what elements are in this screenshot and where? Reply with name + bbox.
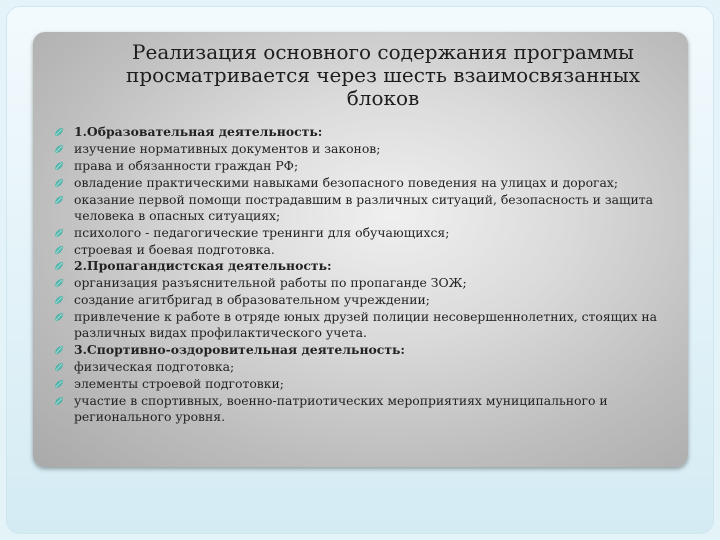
leaf-bullet-icon bbox=[54, 178, 64, 188]
list-item-text: права и обязанности граждан РФ; bbox=[74, 157, 299, 173]
leaf-bullet-icon bbox=[54, 362, 64, 372]
list-item bbox=[54, 393, 682, 424]
list-item-text: элементы строевой подготовки; bbox=[74, 375, 284, 391]
leaf-bullet-icon bbox=[54, 127, 64, 137]
list-item bbox=[54, 258, 682, 274]
list-item-text: привлечение к работе в отряде юных друзей полиции несовершеннолетних, стоящих на различных видах профилактического учета. bbox=[74, 309, 658, 341]
list-item-text: создание агитбригад в образовательном учреждении; bbox=[74, 292, 430, 308]
list-item-text: изучение нормативных документов и законов; bbox=[74, 140, 381, 156]
list-item bbox=[54, 359, 682, 375]
list-item bbox=[54, 141, 682, 157]
slide-title: Реализация основного содержания программы просматривается через шесть взаимосвязанных блоков bbox=[125, 40, 640, 110]
list-item-text: организация разъяснительной работы по пропаганде ЗОЖ; bbox=[74, 275, 467, 291]
leaf-bullet-icon bbox=[54, 195, 64, 205]
list-item-text: физическая подготовка; bbox=[74, 359, 235, 374]
leaf-bullet-icon bbox=[54, 379, 64, 389]
list-item bbox=[54, 158, 682, 174]
list-item bbox=[54, 275, 682, 291]
list-item bbox=[54, 309, 682, 340]
list-item bbox=[54, 292, 682, 308]
list-item bbox=[54, 242, 682, 258]
list-item bbox=[54, 192, 682, 223]
list-item-text: психолого - педагогические тренинги для обучающихся; bbox=[74, 224, 450, 240]
leaf-bullet-icon bbox=[54, 261, 64, 271]
list-item bbox=[54, 175, 682, 191]
list-item-text: участие в спортивных, военно-патриотических мероприятиях муниципального и регионального уровня. bbox=[74, 392, 608, 424]
list-item-text: овладение практическими навыками безопасного поведения на улицах и дорогах; bbox=[74, 174, 619, 190]
list-item bbox=[54, 225, 682, 241]
list-item-text: оказание первой помощи пострадавшим в различных ситуаций, безопасность и защита человека в опасных ситуациях; bbox=[74, 191, 653, 223]
leaf-bullet-icon bbox=[54, 278, 64, 288]
list-item bbox=[54, 342, 682, 358]
leaf-bullet-icon bbox=[54, 144, 64, 154]
leaf-bullet-icon bbox=[54, 161, 64, 171]
list-item-text: 1.Образовательная деятельность: bbox=[74, 124, 323, 139]
list-item bbox=[54, 124, 682, 140]
leaf-bullet-icon bbox=[54, 345, 64, 355]
bullet-list bbox=[54, 124, 682, 426]
list-item-text: 3.Спортивно-оздоровительная деятельность: bbox=[74, 342, 405, 358]
list-item-text: строевая и боевая подготовка. bbox=[74, 241, 275, 257]
leaf-bullet-icon bbox=[54, 312, 64, 322]
leaf-bullet-icon bbox=[54, 228, 64, 238]
list-item-text: 2.Пропагандистская деятельность: bbox=[74, 258, 332, 274]
leaf-bullet-icon bbox=[54, 245, 64, 255]
leaf-bullet-icon bbox=[54, 295, 64, 305]
leaf-bullet-icon bbox=[54, 396, 64, 406]
list-item bbox=[54, 376, 682, 392]
